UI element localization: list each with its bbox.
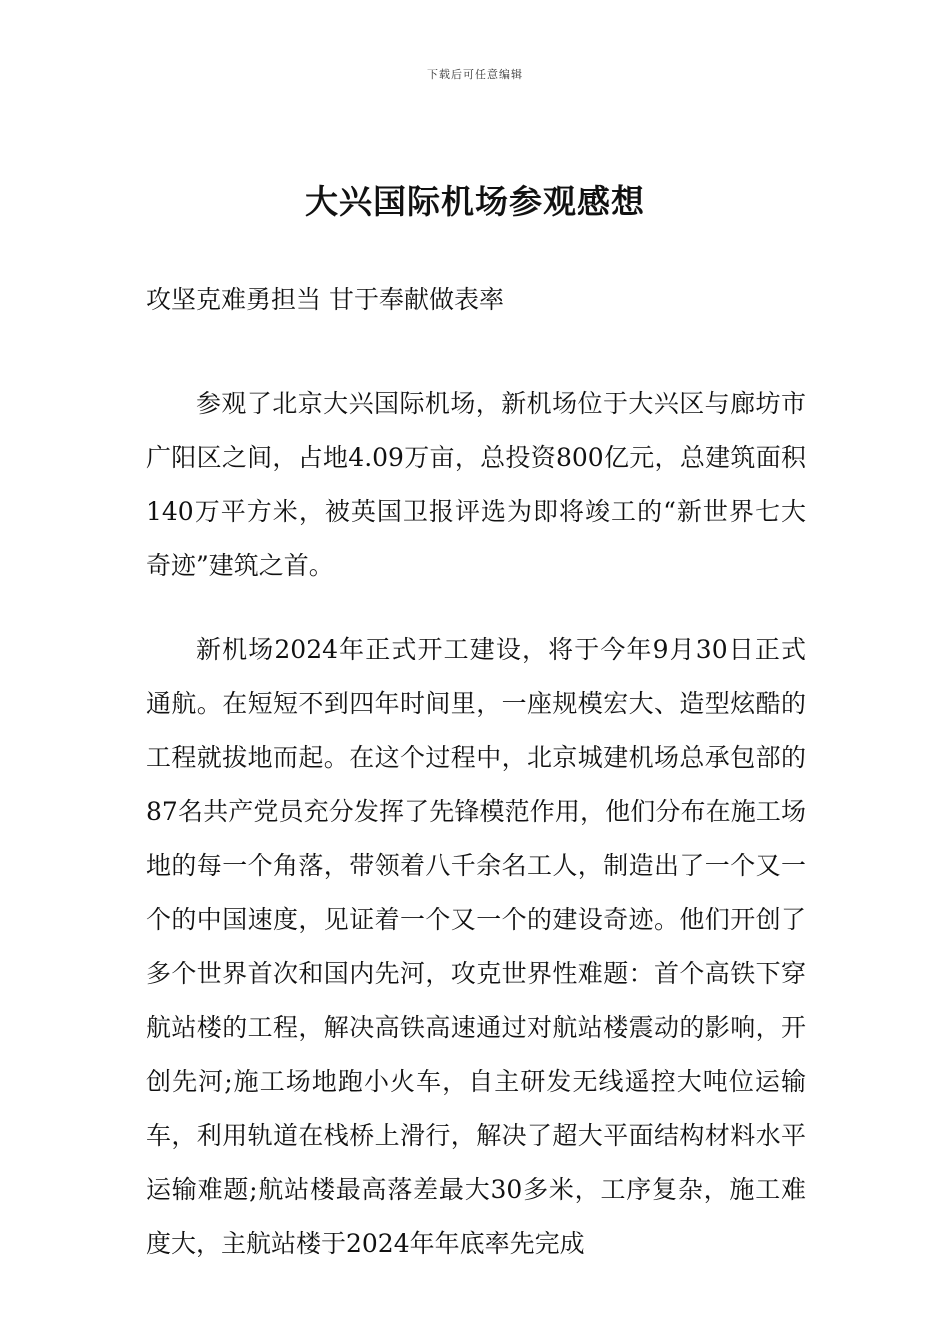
paragraph-1: 参观了北京大兴国际机场，新机场位于大兴区与廊坊市广阳区之间，占地4.09万亩，总投资800亿元，总建筑面积140万平方米，被英国卫报评选为即将竣工的“新世界七大奇迹”建筑之首。 — [146, 389, 806, 580]
document-title: 大兴国际机场参观感想 — [305, 182, 645, 221]
document-subtitle: 攻坚克难勇担当 甘于奉献做表率 — [146, 285, 504, 314]
header-note: 下载后可任意编辑 — [427, 68, 523, 81]
paragraph-2: 新机场2024年正式开工建设，将于今年9月30日正式通航。在短短不到四年时间里，一座规模宏大、造型炫酷的工程就拔地而起。在这个过程中，北京城建机场总承包部的87名共产党员充分发挥了先锋模范作用，他们分布在施工场地的每一个角落，带领着八千余名工人，制造出了一个又一个的中国速度，见证着一个又一个的建设奇迹。他们开创了多个世界首次和国内先河，攻克世界性难题：首个高铁下穿航站楼的工程，解决高铁高速通过对航站楼震动的影响，开创先河;施工场地跑小火车，自主研发无线遥控大吨位运输车，利用轨道在栈桥上滑行，解决了超大平面结构材料水平运输难题;航站楼最高落差最大30多米，工序复杂，施工难度大，主航站楼于2024年年底率先完成 — [146, 635, 806, 1258]
